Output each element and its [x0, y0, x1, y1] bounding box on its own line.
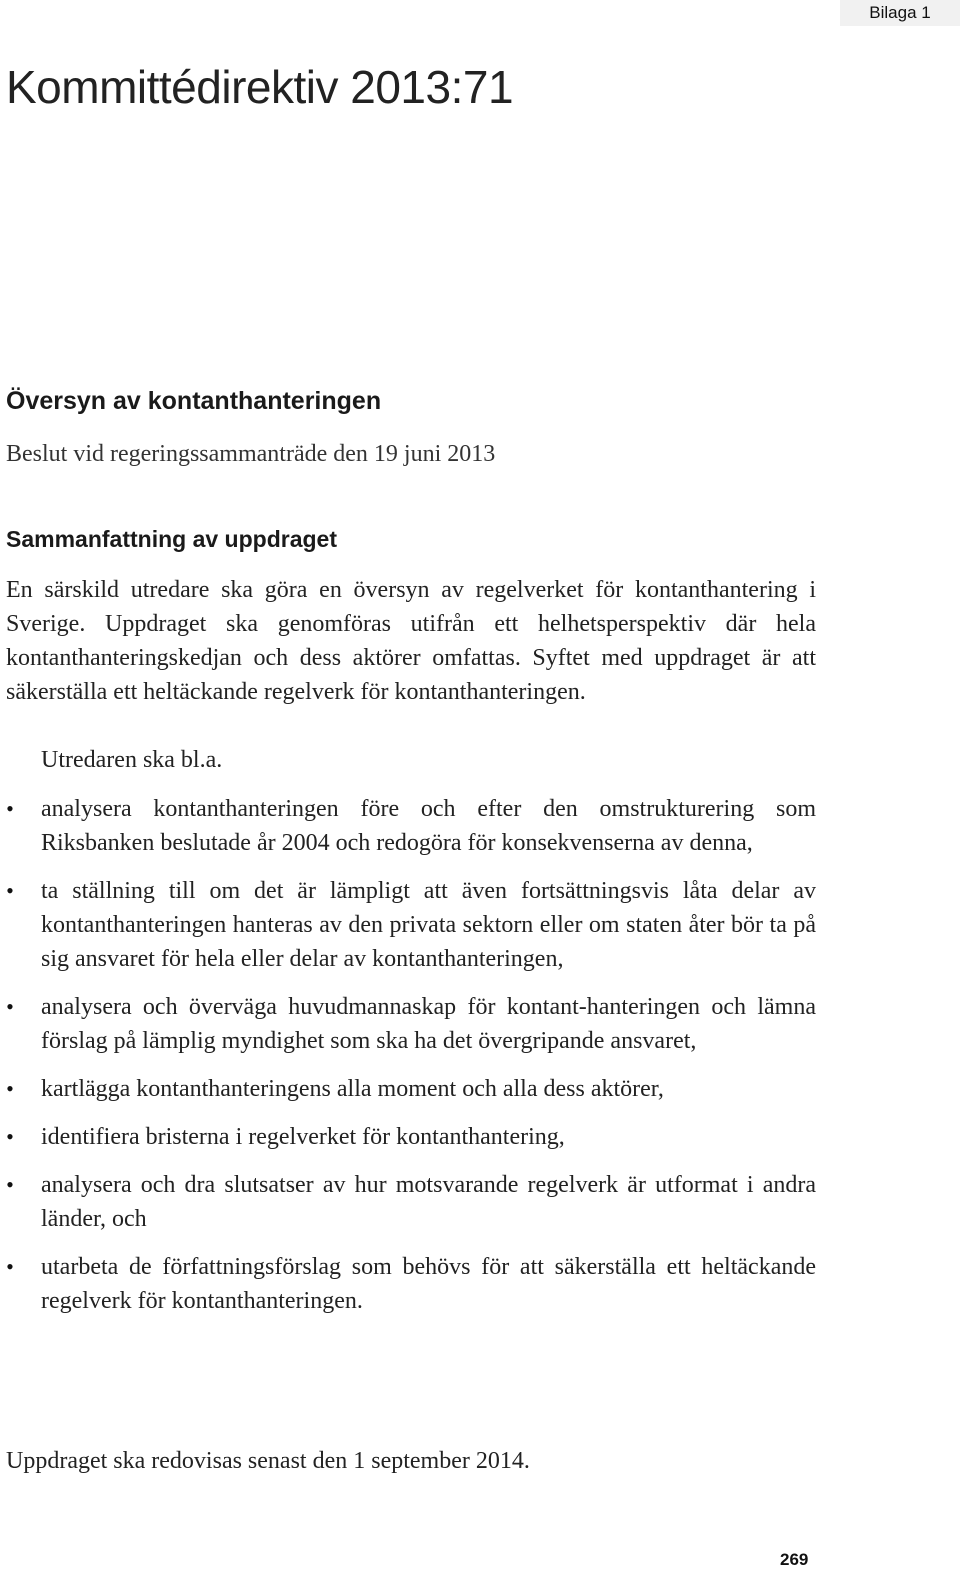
summary-heading: Sammanfattning av uppdraget: [6, 526, 337, 552]
appendix-label: Bilaga 1: [840, 0, 960, 26]
bullet-dot-icon: •: [6, 1124, 14, 1149]
bullet-dot-icon: •: [6, 1254, 14, 1279]
list-item: [0, 1168, 816, 1236]
bullet-dot-icon: •: [6, 878, 14, 903]
closing-paragraph: Uppdraget ska redovisas senast den 1 september 2014.: [6, 1448, 530, 1474]
list-item: [0, 1250, 816, 1318]
list-item: [0, 874, 816, 976]
list-item-text: ta ställning till om det är lämpligt att även fortsättningsvis låta delar av kontanthanteringen hanteras av den privata sektorn eller om staten åter bör ta på sig ansvaret för hela eller delar av kontanthanteringen,: [41, 878, 816, 972]
summary-paragraph: En särskild utredare ska göra en översyn av regelverket för kontanthantering i Sverige. Uppdraget ska genomföras utifrån ett helhetsperspektiv där hela kontanthanteringskedjan och dess aktörer omfattas. Syftet med uppdraget är att säkerställa ett heltäckande regelverk för kontanthanteringen.: [6, 577, 816, 705]
list-item-text: analysera kontanthanteringen före och efter den omstrukturering som Riksbanken beslutade år 2004 och redogöra för konsekvenserna av denna,: [41, 796, 816, 856]
list-item: [0, 792, 816, 860]
bullet-dot-icon: •: [6, 1172, 14, 1197]
list-item: [0, 990, 816, 1058]
list-item-text: utarbeta de författningsförslag som behövs för att säkerställa ett heltäckande regelverk för kontanthanteringen.: [41, 1254, 816, 1314]
list-item-text: analysera och dra slutsatser av hur motsvarande regelverk är utformat i andra länder, och: [41, 1172, 816, 1232]
bullet-dot-icon: •: [6, 796, 14, 821]
list-item: [0, 1120, 816, 1154]
document-title: Översyn av kontanthanteringen: [6, 387, 382, 415]
decision-line: Beslut vid regeringssammanträde den 19 juni 2013: [6, 441, 496, 467]
series-title: Kommittédirektiv 2013:71: [6, 61, 514, 113]
list-item: [0, 1072, 816, 1106]
bullet-dot-icon: •: [6, 1076, 14, 1101]
list-item-text: analysera och överväga huvudmannaskap för kontant-hanteringen och lämna förslag på lämplig myndighet som ska ha det övergripande ansvaret,: [41, 994, 816, 1054]
list-item-text: identifiera bristerna i regelverket för kontanthantering,: [41, 1124, 565, 1150]
page-number: 269: [780, 1550, 809, 1569]
task-list: [0, 792, 816, 1332]
list-item-text: kartlägga kontanthanteringens alla moment och alla dess aktörer,: [41, 1076, 664, 1102]
tasks-lead: Utredaren ska bl.a.: [41, 747, 223, 773]
bullet-dot-icon: •: [6, 994, 14, 1019]
